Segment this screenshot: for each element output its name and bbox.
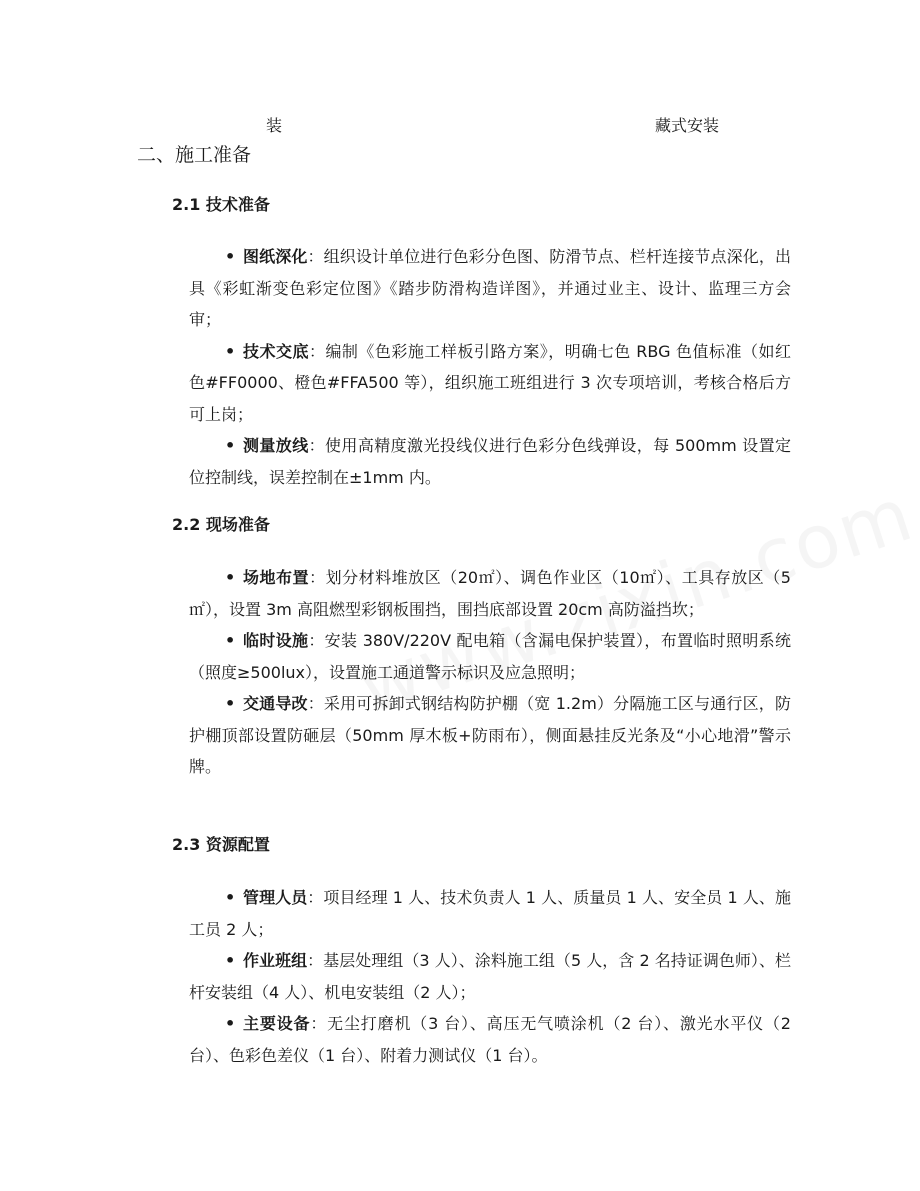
list-item: [189, 241, 791, 336]
section-title-2-2: 2.2 现场准备: [172, 515, 270, 534]
item-term: 测量放线: [243, 436, 309, 455]
section-title-2-1: 2.1 技术准备: [172, 195, 270, 214]
chapter-title: 二、施工准备: [137, 144, 252, 166]
bullet-icon: •: [225, 436, 236, 455]
list-item: [189, 430, 791, 493]
list-item: [189, 1008, 791, 1071]
list-item: [189, 625, 791, 688]
bullet-icon: •: [225, 1014, 236, 1033]
bullet-icon: •: [225, 247, 236, 266]
section-title-2-3: 2.3 资源配置: [172, 835, 270, 854]
item-term: 作业班组: [243, 951, 308, 970]
list-item: [189, 562, 791, 625]
bullet-icon: •: [225, 631, 236, 650]
bullet-icon: •: [225, 694, 236, 713]
section-2-1-list: [189, 241, 791, 493]
bullet-icon: •: [225, 568, 236, 587]
list-item: [189, 945, 791, 1008]
item-text: ：无尘打磨机（3 台）、高压无气喷涂机（2 台）、激光水平仪（2 台）、色彩色差仪（1 台）、附着力测试仪（1 台）。: [189, 1014, 791, 1065]
item-term: 临时设施: [243, 631, 309, 650]
section-2-3-list: [189, 882, 791, 1071]
list-item: [189, 336, 791, 431]
section-2-2-list: [189, 562, 791, 783]
bullet-icon: •: [225, 951, 236, 970]
item-text: ：项目经理 1 人、技术负责人 1 人、质量员 1 人、安全员 1 人、施工员 2 人；: [189, 888, 791, 939]
bullet-icon: •: [225, 341, 236, 361]
item-term: 管理人员: [243, 888, 308, 907]
item-term: 图纸深化: [243, 247, 308, 266]
item-text: ：使用高精度激光投线仪进行色彩分色线弹设，每 500mm 设置定位控制线，误差控制在±1mm 内。: [189, 436, 791, 487]
item-term: 交通导改: [243, 694, 308, 713]
item-text: ：编制《色彩施工样板引路方案》，明确七色 RBG 色值标准（如红色#FF0000、橙色#FFA500 等），组织施工班组进行 3 次专项培训，考核合格后方可上岗；: [189, 341, 791, 424]
item-text: ：采用可拆卸式钢结构防护棚（宽 1.2m）分隔施工区与通行区，防护棚顶部设置防砸层（50mm 厚木板+防雨布），侧面悬挂反光条及“小心地滑”警示牌。: [189, 694, 791, 776]
item-text: ：划分材料堆放区（20㎡）、调色作业区（10㎡）、工具存放区（5㎡），设置 3m 高阻燃型彩钢板围挡，围挡底部设置 20cm 高防溢挡坎；: [189, 568, 791, 619]
item-term: 主要设备: [243, 1014, 311, 1033]
item-text: ：组织设计单位进行色彩分色图、防滑节点、栏杆连接节点深化，出具《彩虹渐变色彩定位图》《踏步防滑构造详图》，并通过业主、设计、监理三方会审；: [189, 247, 791, 329]
item-term: 场地布置: [243, 568, 310, 587]
table-fragment-left: 装: [266, 116, 283, 135]
list-item: [189, 882, 791, 945]
table-fragment-right: 藏式安装: [655, 116, 720, 135]
bullet-icon: •: [225, 888, 236, 907]
item-text: ：安装 380V/220V 配电箱（含漏电保护装置），布置临时照明系统（照度≥500lux），设置施工通道警示标识及应急照明；: [189, 631, 791, 682]
list-item: [189, 688, 791, 783]
item-term: 技术交底: [243, 341, 309, 361]
item-text: ：基层处理组（3 人）、涂料施工组（5 人，含 2 名持证调色师）、栏杆安装组（4 人）、机电安装组（2 人）；: [189, 951, 791, 1002]
